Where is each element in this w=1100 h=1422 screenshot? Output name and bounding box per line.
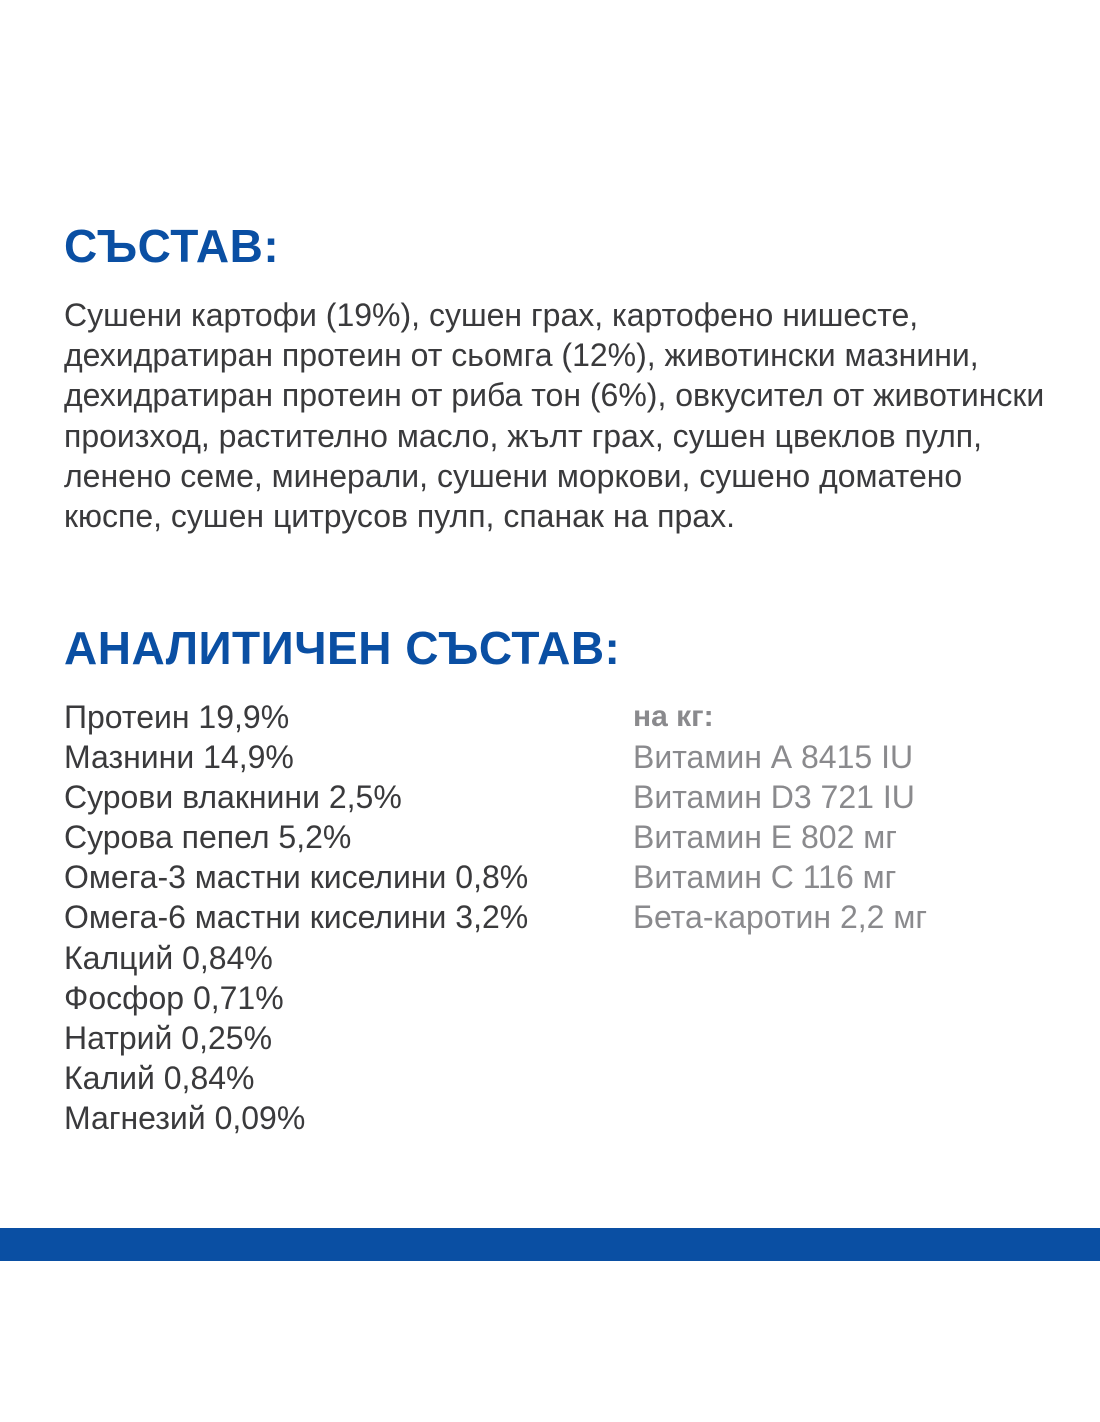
nutrient-crude-fiber: Сурови влакнини 2,5% [64, 779, 402, 816]
nutrient-calcium: Калций 0,84% [64, 939, 273, 976]
nutrient-magnesium: Магнезий 0,09% [64, 1099, 306, 1136]
nutrient-sodium: Натрий 0,25% [64, 1019, 273, 1056]
composition-heading: СЪСТАВ: [64, 220, 280, 272]
nutrient-fat: Мазнини 14,9% [64, 739, 294, 776]
vitamin-c: Витамин С 116 мг [633, 859, 897, 896]
per-kg-label: на кг: [633, 700, 714, 733]
footer-accent-band [0, 1228, 1100, 1261]
beta-carotene: Бета-каротин 2,2 мг [633, 899, 928, 936]
nutrient-omega-3: Омега-3 мастни киселини 0,8% [64, 859, 529, 896]
analytical-composition-heading: АНАЛИТИЧЕН СЪСТАВ: [64, 622, 621, 674]
composition-ingredients-text: Сушени картофи (19%), сушен грах, картофено нишесте, дехидратиран протеин от сьомга (12%), животински мазнини, дехидратиран протеин от риба тон (6%), овкусител от животински произход, растително масло, жълт грах, сушен цвеклов пулп, ленено семе, минерали, сушени моркови, сушено доматено кюспе, сушен цитрусов пулп, спанак на прах. [64, 297, 1045, 535]
nutrient-potassium: Калий 0,84% [64, 1059, 255, 1096]
vitamin-list [633, 697, 927, 938]
nutrient-omega-6: Омега-6 мастни киселини 3,2% [64, 899, 529, 936]
nutrient-phosphorus: Фосфор 0,71% [64, 979, 284, 1016]
nutrient-crude-ash: Сурова пепел 5,2% [64, 819, 352, 856]
nutrient-protein: Протеин 19,9% [64, 699, 290, 735]
nutrient-list [64, 697, 528, 1138]
vitamin-a: Витамин А 8415 IU [633, 739, 914, 776]
vitamin-e: Витамин Е 802 мг [633, 819, 897, 856]
vitamin-d3: Витамин D3 721 IU [633, 779, 915, 816]
